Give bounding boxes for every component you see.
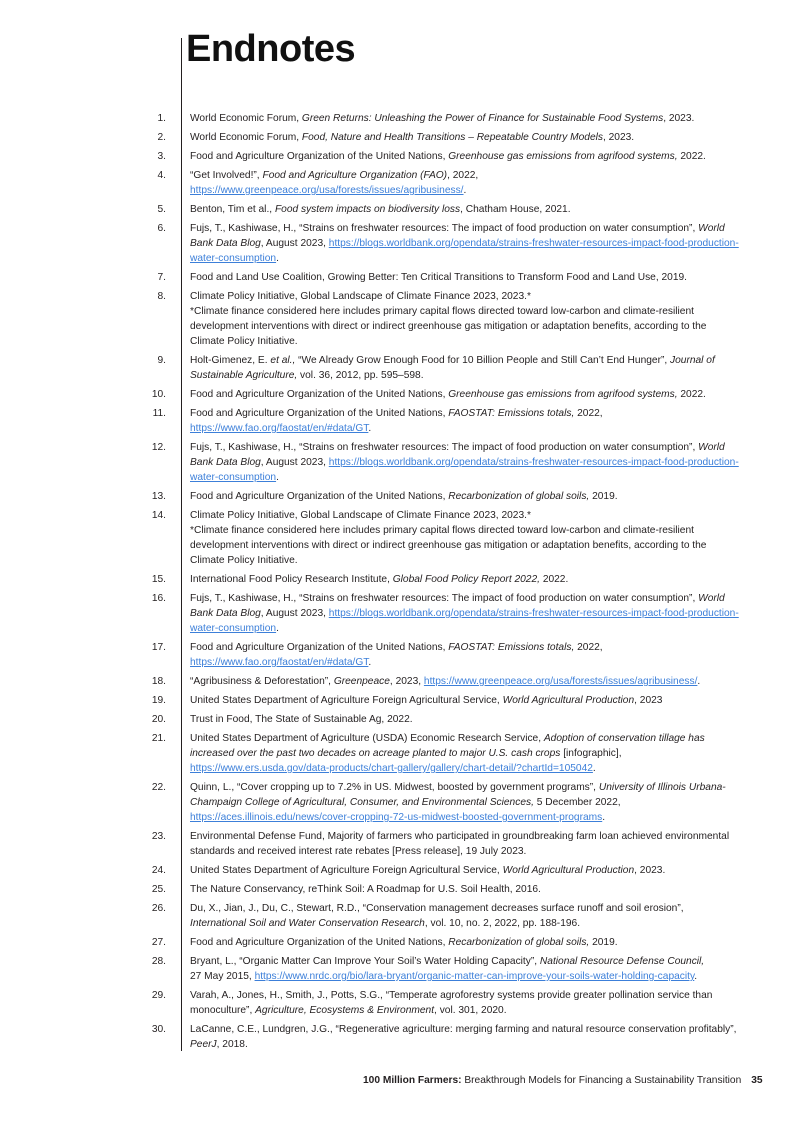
endnote-plain-text: Holt-Gimenez, E. [190, 355, 271, 366]
endnote-number: 27. [151, 937, 166, 948]
endnote-item [140, 731, 740, 776]
endnote-plain-text: Food and Agriculture Organization of the United Nations, [190, 491, 449, 502]
endnote-italic-text: Green Returns: Unleashing the Power of Finance for Sustainable Food Systems [301, 113, 664, 124]
endnote-number: 18. [151, 676, 166, 687]
endnote-text [190, 353, 740, 383]
endnote-plain-text: , 2023. [634, 865, 666, 876]
endnote-number: 26. [151, 903, 166, 914]
endnote-plain-text: 2022. [677, 151, 706, 162]
endnote-plain-text: , 2023, [389, 676, 424, 687]
endnote-text [190, 440, 740, 485]
endnote-plain-text: , August 2023, [260, 457, 329, 468]
endnote-text [190, 387, 740, 402]
endnote-link[interactable]: https://blogs.worldbank.org/opendata/strains-freshwater-resources-impact-food-production-water-consumption [190, 608, 739, 634]
endnote-italic-text: Journal of Sustainable Agriculture, [190, 355, 715, 381]
endnote-italic-text: Greenhouse gas emissions from agrifood systems, [448, 389, 678, 400]
endnote-plain-text: *Climate finance considered here includes primary capital flows directed toward low-carbon and climate-resilient development interventions with direct or indirect greenhouse gas mitigation or adaptation benefits, according to the Climate Policy Initiative. [190, 306, 707, 347]
endnote-text [190, 988, 740, 1018]
endnote-italic-text: Greenhouse gas emissions from agrifood systems, [448, 151, 678, 162]
endnote-number: 7. [157, 272, 166, 283]
endnote-item [140, 387, 740, 402]
endnote-plain-text: , August 2023, [260, 238, 329, 249]
endnote-plain-text: 2022. [539, 574, 569, 585]
endnote-plain-text: Quinn, L., “Cover cropping up to 7.2% in US. Midwest, boosted by government programs”, [190, 782, 599, 793]
endnote-plain-text: Food and Agriculture Organization of the United Nations, [190, 937, 449, 948]
endnote-number: 2. [157, 132, 166, 143]
endnote-plain-text: “Get Involved!”, [190, 170, 263, 181]
endnote-item [140, 130, 740, 145]
endnote-plain-text: . [368, 423, 372, 434]
endnote-plain-text: . [463, 185, 467, 196]
endnote-number: 28. [151, 956, 166, 967]
endnote-link[interactable]: https://www.fao.org/faostat/en/#data/GT [190, 423, 369, 434]
endnote-item [140, 508, 740, 568]
endnote-plain-text: , 2023. [663, 113, 695, 124]
endnote-number: 13. [151, 491, 166, 502]
endnote-italic-text: International Soil and Water Conservation Research [190, 918, 425, 929]
endnote-plain-text: The Nature Conservancy, reThink Soil: A Roadmap for U.S. Soil Health, 2016. [190, 884, 541, 895]
endnote-item [140, 1022, 740, 1052]
endnote-text [190, 221, 740, 266]
endnote-text [190, 168, 740, 198]
endnote-text [190, 882, 740, 897]
endnote-plain-text: , August 2023, [260, 608, 329, 619]
endnote-link[interactable]: https://www.greenpeace.org/usa/forests/issues/agribusiness/ [190, 185, 464, 196]
endnote-item [140, 712, 740, 727]
endnote-plain-text: , vol. 10, no. 2, 2022, pp. 188-196. [424, 918, 581, 929]
endnote-plain-text: . [592, 763, 596, 774]
endnote-number: 25. [151, 884, 166, 895]
endnote-italic-text: FAOSTAT: Emissions totals, [448, 642, 575, 653]
endnote-number: 16. [151, 593, 166, 604]
endnote-italic-text: Food system impacts on biodiversity loss [274, 204, 461, 215]
endnote-plain-text: “We Already Grow Enough Food for 10 Billion People and Still Can’t End Hunger”, [295, 355, 671, 366]
endnote-plain-text: Food and Agriculture Organization of the United Nations, [190, 408, 449, 419]
endnote-item [140, 863, 740, 878]
endnote-plain-text: LaCanne, C.E., Lundgren, J.G., “Regenerative agriculture: merging farming and natural resource conservation profitably”, [190, 1024, 737, 1035]
endnote-plain-text: . [276, 472, 279, 483]
endnote-plain-text: Bryant, L., “Organic Matter Can Improve Your Soil’s Water Holding Capacity”, [190, 956, 540, 967]
endnote-item [140, 640, 740, 670]
endnote-text [190, 640, 740, 670]
endnote-plain-text: Varah, A., Jones, H., Smith, J., Potts, S.G., “Temperate agroforestry systems provide greater pollination service than monoculture”, [190, 990, 713, 1016]
endnote-plain-text: United States Department of Agriculture (USDA) Economic Research Service, [190, 733, 544, 744]
endnote-plain-text: . [368, 657, 372, 668]
footer-report-title: 100 Million Farmers: [363, 1075, 462, 1086]
endnote-number: 3. [157, 151, 166, 162]
endnote-italic-text: National Resource Defense Council, [539, 956, 705, 967]
page-footer [363, 1075, 763, 1086]
endnote-plain-text: *Climate finance considered here includes primary capital flows directed toward low-carbon and climate-resilient development interventions with direct or indirect greenhouse gas mitigation or adaptation benefits, according to the Climate Policy Initiative. [190, 525, 707, 566]
endnote-text [190, 712, 740, 727]
endnote-number: 14. [151, 510, 166, 521]
endnote-number: 12. [151, 442, 166, 453]
endnote-text [190, 1022, 740, 1052]
endnote-item [140, 591, 740, 636]
endnote-plain-text: , 2023. [602, 132, 635, 143]
endnote-plain-text: Trust in Food, The State of Sustainable Ag, 2022. [190, 714, 413, 725]
endnote-number: 10. [151, 389, 166, 400]
endnote-plain-text: Food and Land Use Coalition, Growing Better: Ten Critical Transitions to Transform Food and Land Use, 2019. [190, 272, 688, 283]
page-title: Endnotes [186, 28, 356, 70]
endnote-plain-text: Food and Agriculture Organization of the United Nations, [190, 151, 449, 162]
endnote-item [140, 353, 740, 383]
endnote-italic-text: Recarbonization of global soils, [448, 491, 590, 502]
endnote-italic-text: University of Illinois Urbana-Champaign College of Agricultural, Consumer, and Environmental Sciences, [190, 782, 726, 808]
endnote-link[interactable]: https://www.fao.org/faostat/en/#data/GT [190, 657, 369, 668]
endnote-item [140, 202, 740, 217]
endnote-number: 20. [151, 714, 166, 725]
endnote-plain-text: 2019. [589, 937, 618, 948]
endnote-number: 9. [157, 355, 166, 366]
endnote-plain-text: Food and Agriculture Organization of the United Nations, [190, 389, 449, 400]
endnote-plain-text: [infographic], [560, 748, 622, 759]
endnote-item [140, 674, 740, 689]
endnote-italic-text: Global Food Policy Report 2022, [392, 574, 540, 585]
endnote-plain-text: Fujs, T., Kashiwase, H., “Strains on freshwater resources: The impact of food production on water consumption”, [190, 442, 699, 453]
endnote-plain-text: World Economic Forum, [190, 113, 302, 124]
endnote-text [190, 731, 740, 776]
endnote-link[interactable]: https://aces.illinois.edu/news/cover-cropping-72-us-midwest-boosted-government-programs [190, 812, 603, 823]
endnote-plain-text: Food and Agriculture Organization of the United Nations, [190, 642, 449, 653]
endnote-item [140, 489, 740, 504]
endnote-number: 6. [157, 223, 166, 234]
endnote-number: 19. [151, 695, 166, 706]
endnote-plain-text: International Food Policy Research Institute, [190, 574, 393, 585]
endnote-text [190, 508, 740, 568]
endnote-plain-text: 2019. [589, 491, 618, 502]
endnote-plain-text: 5 December 2022, [533, 797, 621, 808]
endnote-italic-text: FAOSTAT: Emissions totals, [448, 408, 575, 419]
endnote-text [190, 954, 740, 984]
endnote-italic-text: Adoption of conservation tillage has increased over the past two decades on acreage planted to major U.S. cash crops [190, 733, 705, 759]
endnote-italic-text: World Agricultural Production [502, 865, 635, 876]
endnote-text [190, 935, 740, 950]
endnote-item [140, 988, 740, 1018]
endnote-italic-text: World Bank Data Blog [190, 593, 725, 619]
endnote-item [140, 882, 740, 897]
endnote-number: 24. [151, 865, 166, 876]
endnote-number: 8. [157, 291, 166, 302]
endnote-item [140, 901, 740, 931]
endnote-item [140, 168, 740, 198]
endnote-text [190, 591, 740, 636]
endnote-number: 15. [151, 574, 166, 585]
endnote-item [140, 829, 740, 859]
endnote-number: 29. [151, 990, 166, 1001]
endnote-item [140, 221, 740, 266]
endnote-text [190, 780, 740, 825]
endnote-text [190, 202, 740, 217]
endnote-link[interactable]: https://www.nrdc.org/bio/lara-bryant/organic-matter-can-improve-your-soils-water-holding-capacity [254, 971, 695, 982]
endnote-text [190, 270, 740, 285]
endnote-plain-text: . [694, 971, 698, 982]
endnote-plain-text: 2022. [677, 389, 706, 400]
endnote-text [190, 674, 740, 689]
endnote-italic-text: Greenpeace [333, 676, 390, 687]
endnote-plain-text: Benton, Tim et al., [190, 204, 275, 215]
endnote-number: 4. [157, 170, 166, 181]
endnote-plain-text: Fujs, T., Kashiwase, H., “Strains on freshwater resources: The impact of food production on water consumption”, [190, 223, 699, 234]
endnote-text [190, 829, 740, 859]
endnote-plain-text: Fujs, T., Kashiwase, H., “Strains on freshwater resources: The impact of food production on water consumption”, [190, 593, 699, 604]
endnote-italic-text: et al., [270, 355, 296, 366]
endnote-text [190, 111, 740, 126]
endnote-item [140, 572, 740, 587]
endnote-item [140, 954, 740, 984]
endnote-text [190, 406, 740, 436]
endnote-item [140, 289, 740, 349]
endnote-item [140, 270, 740, 285]
endnote-italic-text: Agriculture, Ecosystems & Environment [255, 1005, 435, 1016]
endnote-item [140, 780, 740, 825]
endnote-text [190, 863, 740, 878]
endnote-plain-text: vol. 36, 2012, pp. 595–598. [297, 370, 424, 381]
endnote-plain-text: Du, X., Jian, J., Du, C., Stewart, R.D., “Conservation management decreases surface runoff and soil erosion”, [190, 903, 684, 914]
endnote-number: 30. [151, 1024, 166, 1035]
endnote-text [190, 289, 740, 349]
endnote-plain-text: “Agribusiness & Deforestation”, [190, 676, 334, 687]
endnote-text [190, 572, 740, 587]
endnote-number: 22. [151, 782, 166, 793]
endnote-plain-text: United States Department of Agriculture Foreign Agricultural Service, [190, 695, 503, 706]
endnote-plain-text: . [276, 623, 279, 634]
footer-subtitle: Breakthrough Models for Financing a Sustainability Transition [461, 1075, 742, 1086]
endnote-plain-text: 2022, [574, 642, 603, 653]
endnote-item [140, 693, 740, 708]
endnote-plain-text: World Economic Forum, [190, 132, 302, 143]
endnotes-list [140, 111, 740, 1056]
endnote-link[interactable]: https://www.greenpeace.org/usa/forests/issues/agribusiness/ [423, 676, 698, 687]
endnote-text [190, 130, 740, 145]
endnote-number: 17. [151, 642, 166, 653]
endnote-item [140, 149, 740, 164]
endnote-text [190, 149, 740, 164]
endnote-item [140, 935, 740, 950]
endnote-text [190, 693, 740, 708]
endnote-plain-text: 27 May 2015, [190, 971, 255, 982]
endnote-plain-text: , 2018. [216, 1039, 248, 1050]
endnote-italic-text: Food, Nature and Health Transitions – Repeatable Country Models [301, 132, 603, 143]
endnote-italic-text: Food and Agriculture Organization (FAO) [262, 170, 448, 181]
endnote-plain-text: 2022, [574, 408, 603, 419]
endnote-number: 5. [157, 204, 166, 215]
page-number: 35 [751, 1075, 763, 1086]
endnote-italic-text: World Bank Data Blog [190, 442, 725, 468]
endnote-number: 23. [151, 831, 166, 842]
endnote-italic-text: Recarbonization of global soils, [448, 937, 590, 948]
endnote-number: 11. [152, 408, 166, 419]
endnote-italic-text: World Agricultural Production [502, 695, 635, 706]
endnote-plain-text: Climate Policy Initiative, Global Landscape of Climate Finance 2023, 2023.* [190, 510, 531, 521]
endnote-text [190, 489, 740, 504]
endnote-link[interactable]: https://www.ers.usda.gov/data-products/chart-gallery/gallery/chart-detail/?chartId=105042 [190, 763, 593, 774]
endnote-plain-text: , Chatham House, 2021. [460, 204, 571, 215]
endnote-plain-text: , vol. 301, 2020. [434, 1005, 507, 1016]
endnote-plain-text: Environmental Defense Fund, Majority of farmers who participated in groundbreaking farm loan achieved environmental standards and received interest rate rebates [Press release], 19 July 2023. [190, 831, 730, 857]
endnote-item [140, 406, 740, 436]
endnote-number: 1. [157, 113, 166, 124]
endnote-text [190, 901, 740, 931]
endnote-italic-text: World Bank Data Blog [190, 223, 725, 249]
endnote-plain-text: , 2023 [634, 695, 663, 706]
endnote-item [140, 111, 740, 126]
endnote-plain-text: . [276, 253, 279, 264]
endnote-plain-text: . [602, 812, 606, 823]
endnote-link[interactable]: https://blogs.worldbank.org/opendata/strains-freshwater-resources-impact-food-production-water-consumption [190, 457, 739, 483]
endnote-number: 21. [151, 733, 166, 744]
endnote-item [140, 440, 740, 485]
endnote-plain-text: United States Department of Agriculture Foreign Agricultural Service, [190, 865, 503, 876]
endnote-plain-text: Climate Policy Initiative, Global Landscape of Climate Finance 2023, 2023.* [190, 291, 531, 302]
endnote-link[interactable]: https://blogs.worldbank.org/opendata/strains-freshwater-resources-impact-food-production-water-consumption [190, 238, 739, 264]
endnote-plain-text: , 2022, [447, 170, 479, 181]
endnote-italic-text: PeerJ [190, 1039, 217, 1050]
endnote-plain-text: . [697, 676, 701, 687]
